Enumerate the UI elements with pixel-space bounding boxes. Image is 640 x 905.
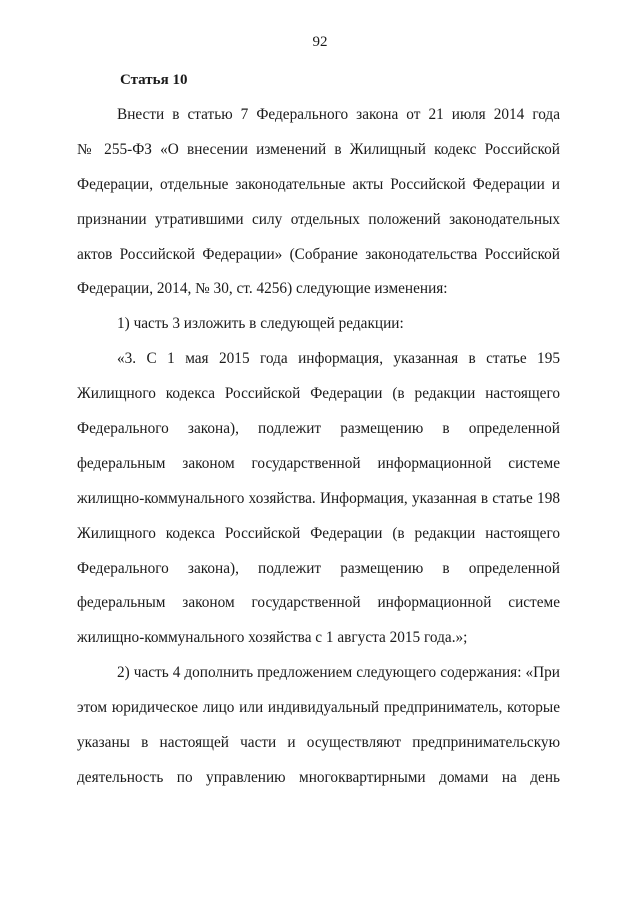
text-line: деятельность по управлению многоквартирными домами на день [77, 768, 560, 786]
paragraph [77, 98, 560, 307]
text-line: Жилищного кодекса Российской Федерации (в редакции настоящего [77, 524, 560, 542]
text-line: 2) часть 4 дополнить предложением следующего содержания: «При [117, 664, 560, 682]
article-title: Статья 10 [120, 72, 188, 88]
text-line: федеральным законом государственной информационной системе [77, 594, 560, 612]
text-line: Федерального закона), подлежит размещению в определенной [77, 420, 560, 438]
text-line: Федерации, 2014, № 30, ст. 4256) следующие изменения: [77, 280, 448, 298]
paragraph [77, 307, 560, 342]
text-line: Федерации, отдельные законодательные акты Российской Федерации и [77, 175, 560, 193]
page-number: 92 [312, 34, 328, 50]
text-line: 1) часть 3 изложить в следующей редакции: [117, 315, 404, 333]
text-line: Жилищного кодекса Российской Федерации (в редакции настоящего [77, 385, 560, 403]
article-body [77, 98, 560, 796]
text-line: «3. С 1 мая 2015 года информация, указанная в статье 195 [117, 350, 560, 368]
text-line: жилищно-коммунального хозяйства с 1 августа 2015 года.»; [77, 629, 468, 647]
text-line: Федерального закона), подлежит размещению в определенной [77, 559, 560, 577]
text-line: этом юридическое лицо или индивидуальный предприниматель, которые [77, 699, 560, 717]
paragraph [77, 342, 560, 656]
text-line: признании утратившими силу отдельных положений законодательных [77, 210, 560, 228]
text-line: указаны в настоящей части и осуществляют предпринимательскую [77, 734, 560, 752]
paragraph [77, 656, 560, 796]
text-line: Внести в статью 7 Федерального закона от 21 июля 2014 года [117, 106, 560, 123]
text-line: актов Российской Федерации» (Собрание законодательства Российской [77, 245, 560, 263]
text-line: № 255-ФЗ «О внесении изменений в Жилищный кодекс Российской [77, 140, 560, 158]
text-line: жилищно-коммунального хозяйства. Информация, указанная в статье 198 [77, 489, 560, 507]
text-line: федеральным законом государственной информационной системе [77, 454, 560, 472]
